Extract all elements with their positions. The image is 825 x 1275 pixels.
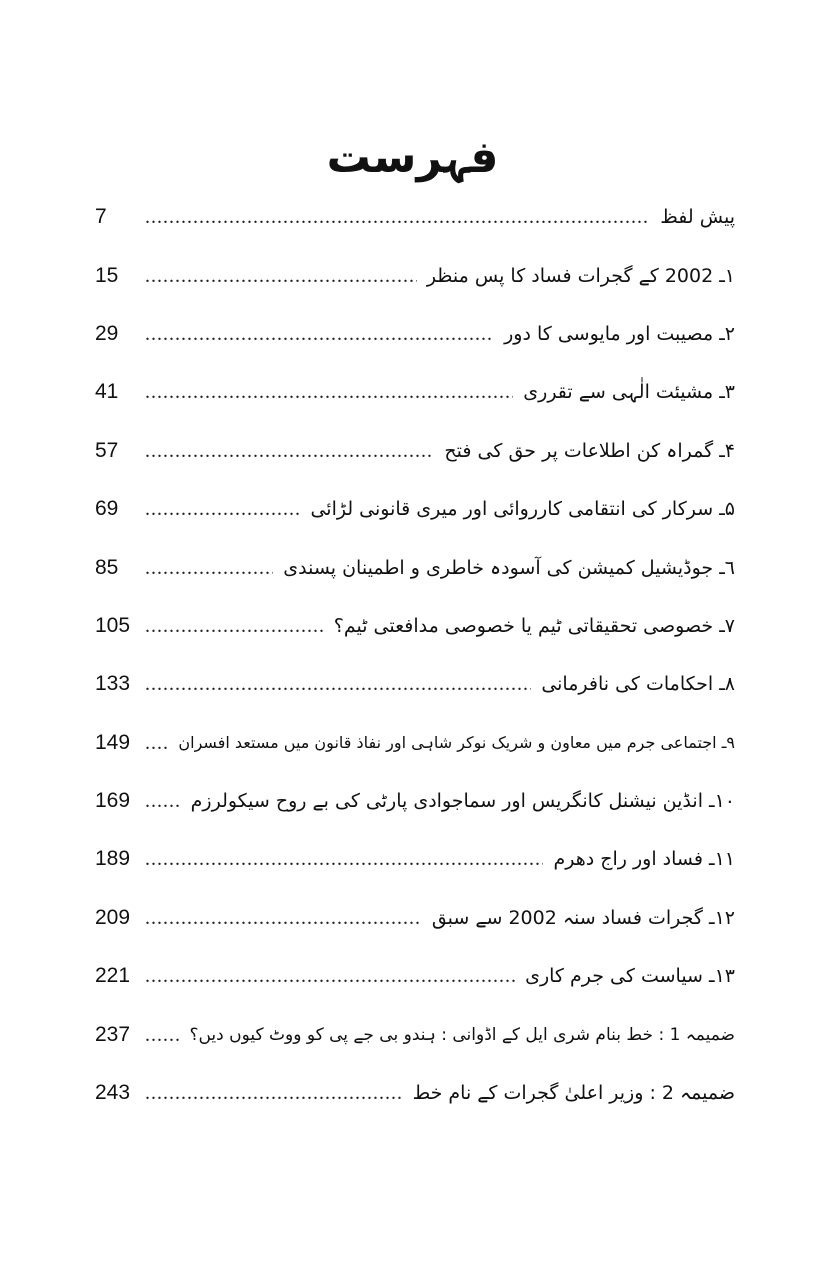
dot-leader xyxy=(145,380,513,404)
toc-entry-title: ٧ـ خصوصی تحقیقاتی ٹیم یا خصوصی مدافعتی ٹیم؟ xyxy=(333,614,735,637)
toc-entry-title: ۴ـ گمراہ کن اطلاعات پر حق کی فتح xyxy=(444,439,735,462)
dot-leader xyxy=(145,614,324,638)
toc-entry-page: 149 xyxy=(95,730,131,754)
dot-leader xyxy=(145,1023,179,1047)
toc-entry-title: ٩ـ اجتماعی جرم میں معاون و شریک نوکر شاہی اور نفاذ قانون میں مستعد افسران xyxy=(178,733,735,753)
toc-entry-page: 221 xyxy=(95,964,131,988)
toc-entry-page: 7 xyxy=(95,205,107,229)
toc-entry xyxy=(95,188,735,246)
dot-leader xyxy=(145,672,531,696)
dot-leader xyxy=(145,322,494,346)
toc-entry-page: 133 xyxy=(95,672,131,696)
toc-entry-title: ١ـ 2002 کے گجرات فساد کا پس منظر xyxy=(426,264,735,287)
toc-entry-title: ضمیمہ 1 : خط بنام شری ایل کے اڈوانی : ہندو بی جے پی کو ووٹ کیوں دیں؟ xyxy=(189,1025,735,1046)
toc-entry xyxy=(95,363,735,421)
toc-entry xyxy=(95,422,735,480)
dot-leader xyxy=(145,789,181,813)
toc-entry-page: 243 xyxy=(95,1081,131,1105)
toc-entry-title: ١١ـ فساد اور راج دھرم xyxy=(553,848,735,871)
toc-entry-page: 57 xyxy=(95,438,119,462)
toc-entry xyxy=(95,714,735,772)
toc-entry-title: ۵ـ سرکار کی انتقامی کارروائی اور میری قانونی لڑائی xyxy=(310,498,735,521)
toc-entry-page: 189 xyxy=(95,847,131,871)
toc-entry-page: 69 xyxy=(95,497,119,521)
toc-entry-title: ٦ـ جوڈیشیل کمیشن کی آسودہ خاطری و اطمینان پسندی xyxy=(283,556,735,579)
page-title: فہرست xyxy=(326,132,499,183)
toc-entry-page: 15 xyxy=(95,263,119,287)
toc-entry xyxy=(95,597,735,655)
dot-leader xyxy=(145,264,417,288)
toc-entry-page: 105 xyxy=(95,613,131,637)
toc-entry xyxy=(95,772,735,830)
toc-entry-title: ٨ـ احکامات کی نافرمانی xyxy=(541,673,735,696)
dot-leader xyxy=(145,906,422,930)
toc-entry-title: ١٣ـ سیاست کی جرم کاری xyxy=(525,965,735,988)
toc-entry-title: ١٢ـ گجرات فساد سنہ 2002 سے سبق xyxy=(431,906,735,929)
toc-entry xyxy=(95,246,735,304)
dot-leader xyxy=(145,439,434,463)
toc-entry xyxy=(95,889,735,947)
toc-entry-title: ٣ـ مشیئت الٰہی سے تقرری xyxy=(523,381,735,404)
toc-entry-page: 41 xyxy=(95,380,119,404)
toc-entry-page: 85 xyxy=(95,555,119,579)
toc-entry-title: ١٠ـ انڈین نیشنل کانگریس اور سماجوادی پارٹی کی بے روح سیکولرزم xyxy=(190,790,735,813)
dot-leader xyxy=(145,556,273,580)
toc-entry-page: 237 xyxy=(95,1022,131,1046)
toc-entry-title: پیش لفظ xyxy=(660,206,735,229)
toc-entry-title: ضمیمہ 2 : وزیر اعلیٰ گجرات کے نام خط xyxy=(412,1082,735,1105)
dot-leader xyxy=(145,731,168,755)
toc-entry xyxy=(95,830,735,888)
dot-leader xyxy=(145,1081,403,1105)
toc-entry xyxy=(95,305,735,363)
dot-leader xyxy=(145,964,515,988)
toc-entry xyxy=(95,480,735,538)
toc-entry-page: 29 xyxy=(95,321,119,345)
toc-entry xyxy=(95,947,735,1005)
dot-leader xyxy=(145,497,300,521)
dot-leader xyxy=(145,847,543,871)
toc-entry-title: ٢ـ مصیبت اور مایوسی کا دور xyxy=(504,322,735,345)
toc-entry xyxy=(95,655,735,713)
toc-entry xyxy=(95,538,735,596)
dot-leader xyxy=(145,205,650,229)
toc-entry xyxy=(95,1005,735,1063)
toc-entry xyxy=(95,1064,735,1122)
toc-entry-page: 209 xyxy=(95,905,131,929)
toc-entry-page: 169 xyxy=(95,789,131,813)
table-of-contents xyxy=(95,188,735,1122)
